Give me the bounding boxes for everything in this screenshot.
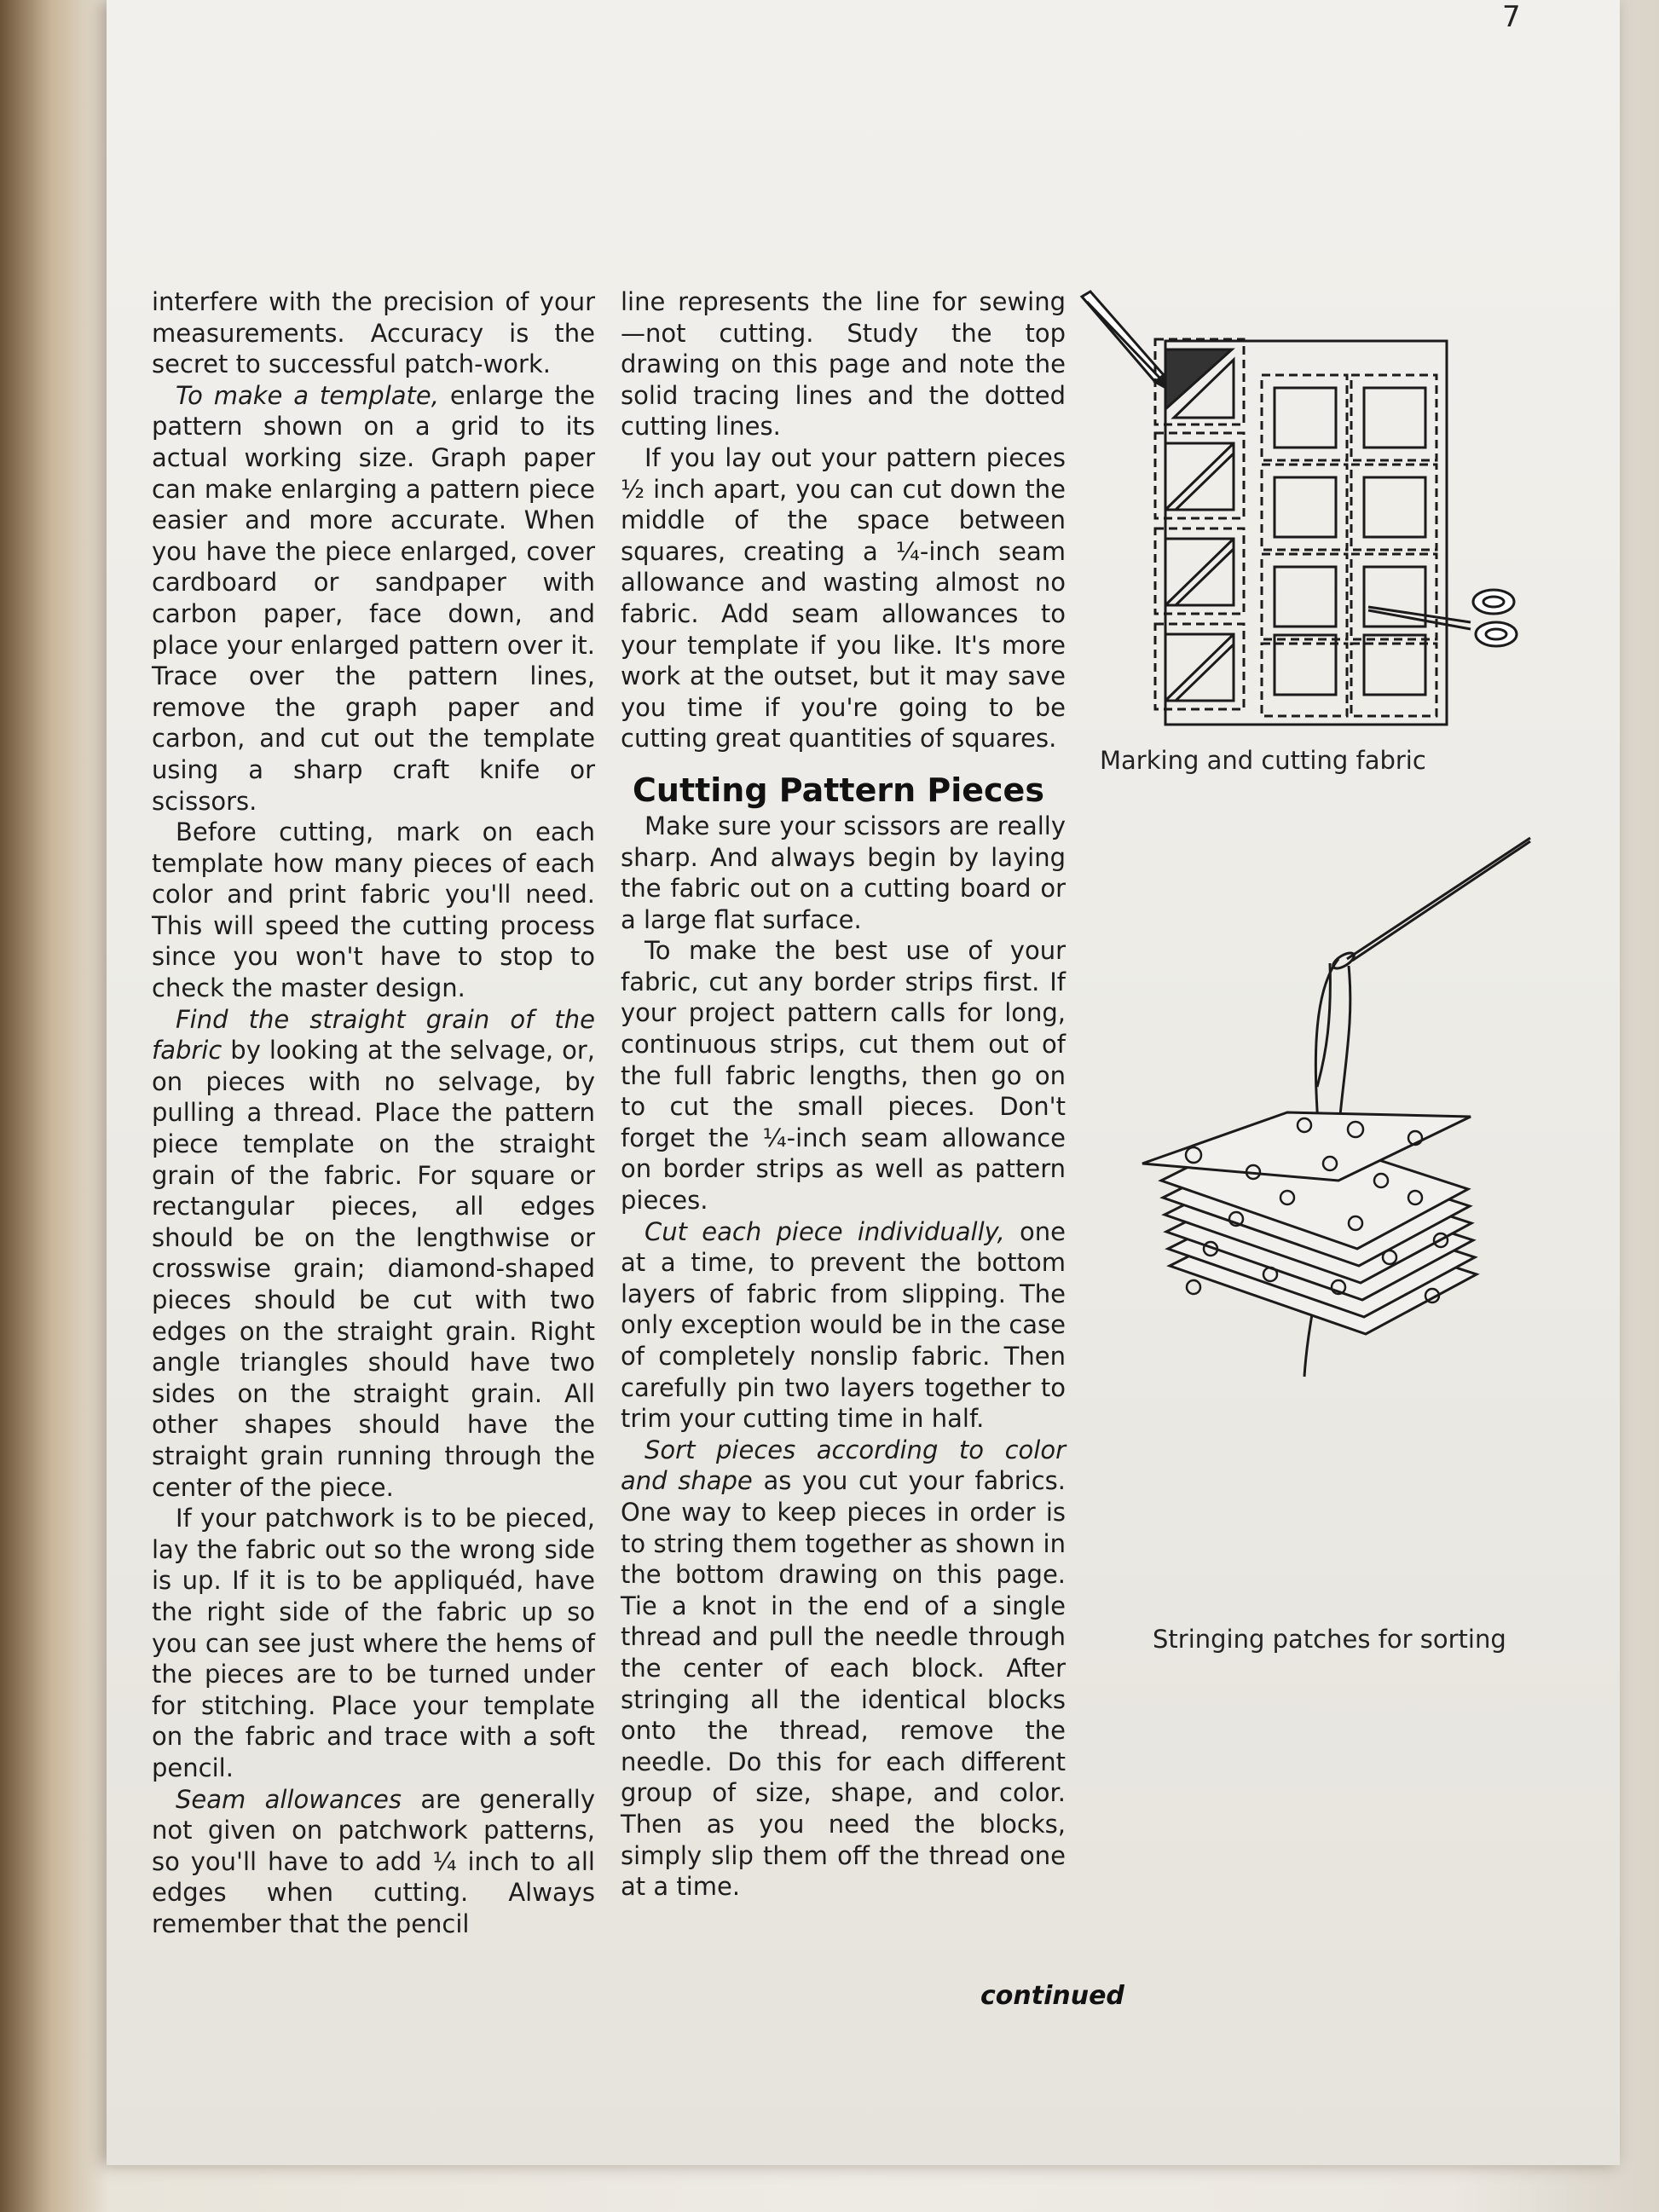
emphasis: Cut each piece individually, [645, 1216, 1005, 1246]
paragraph [621, 1216, 1066, 1435]
paragraph: Make sure your scissors are really sharp. And always begin by laying the fabric out on a cutting board or a large flat surface. [621, 811, 1066, 934]
paragraph: To make the best use of your fabric, cut any border strips first. If your project pattern calls for long, continuous strips, cut them out of the full fabric lengths, then go on to cut the small pieces. Don't forget the ¼-inch seam allowance on border strips as well as pattern pieces. [621, 936, 1066, 1216]
text-column-left [152, 286, 595, 1939]
figure-caption: Stringing patches for sorting [1153, 1625, 1506, 1654]
paragraph-text: one at a time, to prevent the bottom layers of fabric from slipping. The only exception would be in the case of completely nonslip fabric. Then carefully pin two layers together to trim your cutting time in half. [621, 1216, 1066, 1434]
paragraph [152, 380, 595, 817]
paragraph-text: by looking at the selvage, or, on pieces with no selvage, by pulling a thread. Place the pattern piece template on the straight grain of the fabric. For square or rectangular pieces, all edges should be on the lengthwise or crosswise grain; diamond-shaped pieces should be cut with two edges on the straight grain. Right angle triangles should have two sides on the straight grain. All other shapes should have the straight grain running through the center of the piece. [152, 1036, 595, 1502]
marking-cutting-illustration [1070, 290, 1530, 733]
paragraph: interfere with the precision of your measurements. Accuracy is the secret to successful patch-work. [152, 287, 595, 379]
fabric-outline [1165, 341, 1447, 725]
text-column-middle [621, 286, 1066, 1903]
paragraph: Before cutting, mark on each template how many pieces of each color and print fabric you'll need. This will speed the cutting process since you won't have to stop to check the master design. [152, 817, 595, 1003]
emphasis: Sort pieces according to color and shape [621, 1435, 1066, 1496]
paragraph: If you lay out your pattern pieces ½ inch apart, you can cut down the middle of the space between squares, creating a ¼-inch seam allowance and wasting almost no fabric. Add seam allowances to your template if you like. It's more work at the outset, but it may save you time if you're going to be cutting great quantities of squares. [621, 442, 1066, 754]
section-heading: Cutting Pattern Pieces [633, 771, 1044, 809]
needle-icon [1331, 838, 1535, 972]
stringing-patches-illustration [1134, 831, 1543, 1615]
scissors-icon [1368, 590, 1517, 646]
paragraph-text: enlarge the pattern shown on a grid to its actual working size. Graph paper can make enlarging a pattern piece easier and more accurate. When you have the piece enlarged, cover cardboard or sandpaper with carbon paper, face down, and place your enlarged pattern over it. Trace over the pattern lines, remove the graph paper and carbon, and cut out the template using a sharp craft knife or scissors. [152, 380, 595, 816]
figure-caption: Marking and cutting fabric [1100, 746, 1426, 775]
paragraph-text: as you cut your fabrics. One way to keep pieces in order is to string them together as shown in the bottom drawing on this page. Tie a knot in the end of a single thread and pull the needle through the center of each block. After stringing all the identical blocks onto the thread, remove the needle. Do this for each different group of size, shape, and color. Then as you need the blocks, simply slip them off the thread one at a time. [621, 1466, 1066, 1902]
emphasis: To make a template, [176, 380, 439, 410]
paragraph: line represents the line for sewing—not cutting. Study the top drawing on this page and note the solid tracing lines and the dotted cutting lines. [621, 287, 1066, 442]
page-number: 7 [1502, 0, 1521, 34]
paragraph [152, 1004, 595, 1504]
paragraph: If your patchwork is to be pieced, lay the fabric out so the wrong side is up. If it is to be appliquéd, have the right side of the fabric up so you can see just where the hems of the pieces are to be turned under for stitching. Place your template on the fabric and trace with a soft pencil. [152, 1504, 595, 1782]
emphasis: Find the straight grain of the fabric [152, 1004, 595, 1066]
paragraph [621, 1435, 1066, 1903]
pencil-icon [1082, 292, 1171, 390]
paragraph [152, 1784, 595, 1940]
emphasis: Seam allowances [176, 1784, 402, 1814]
continued-label: continued [980, 1981, 1124, 2011]
paragraph-text: are generally not given on patchwork patterns, so you'll have to add ¼ inch to all edges when cutting. Always remember that the pencil [152, 1784, 595, 1938]
